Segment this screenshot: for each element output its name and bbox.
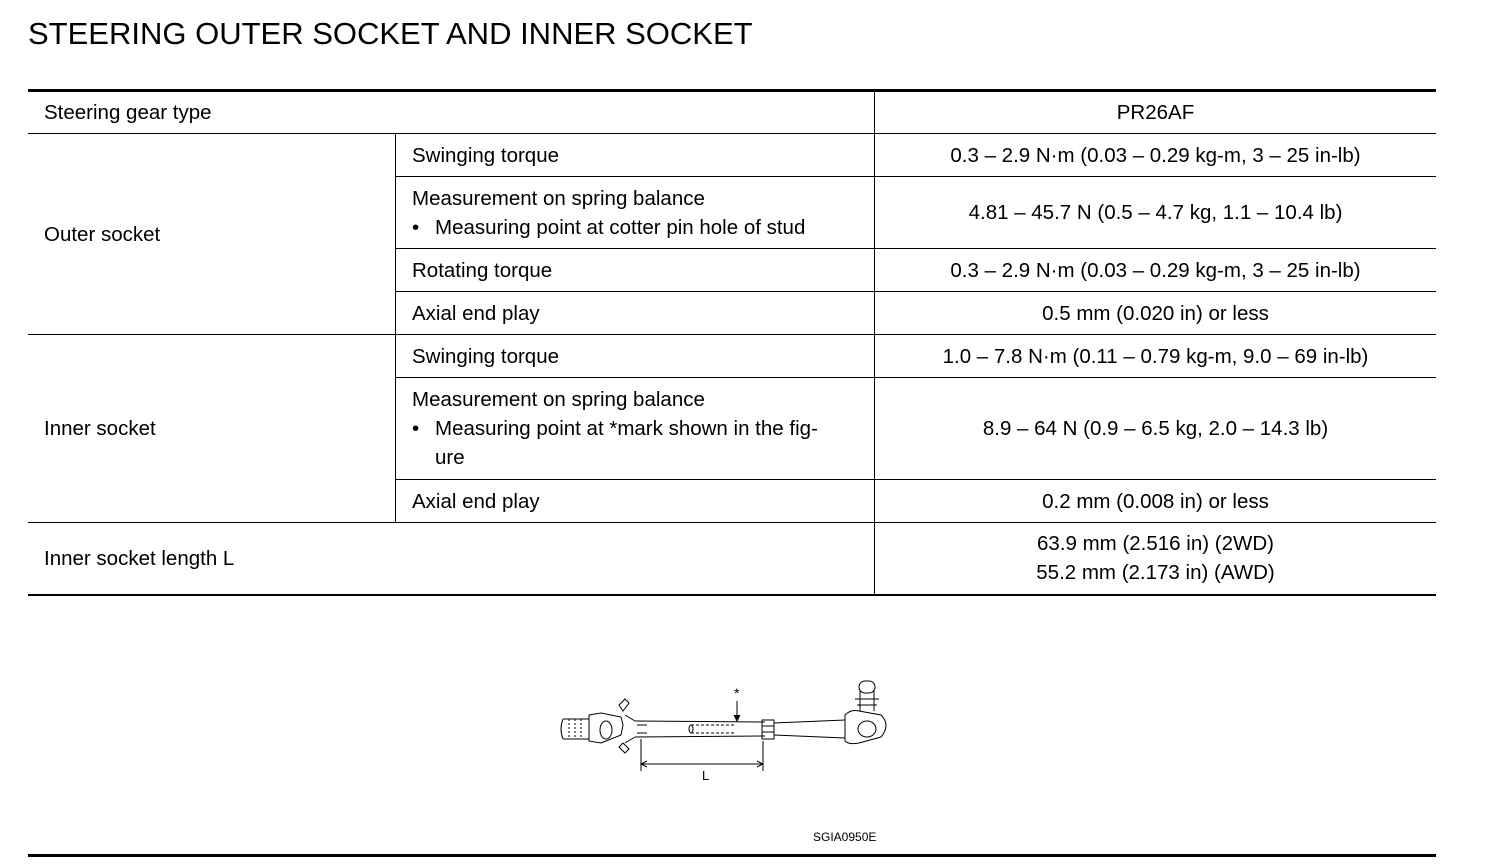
gear-type-label: Steering gear type: [28, 91, 875, 134]
outer-swinging-torque-value: 0.3 – 2.9 N·m (0.03 – 0.29 kg-m, 3 – 25 in-lb): [875, 134, 1437, 177]
outer-socket-label: Outer socket: [28, 134, 396, 335]
inner-note-line-1: Measuring point at *mark shown in the fig-: [435, 417, 818, 440]
inner-spring-balance-note: [412, 414, 858, 472]
inner-swinging-torque-value: 1.0 – 7.8 N·m (0.11 – 0.79 kg-m, 9.0 – 69 in-lb): [875, 335, 1437, 378]
outer-swinging-torque-label: Swinging torque: [396, 134, 875, 177]
inner-socket-length-label: Inner socket length L: [28, 523, 875, 595]
table-row: [28, 523, 1436, 595]
table-row: [28, 91, 1436, 134]
outer-spring-balance-label: Measurement on spring balance: [412, 186, 705, 210]
inner-spring-balance-cell: [396, 378, 875, 480]
outer-axial-end-play-label: Axial end play: [396, 292, 875, 335]
bottom-rule: [28, 854, 1436, 857]
bullet-icon: •: [412, 215, 420, 239]
length-l-label: L: [702, 768, 710, 783]
inner-axial-end-play-label: Axial end play: [396, 480, 875, 523]
inner-axial-end-play-value: 0.2 mm (0.008 in) or less: [875, 480, 1437, 523]
page-title: STEERING OUTER SOCKET AND INNER SOCKET: [28, 16, 753, 51]
outer-rotating-torque-value: 0.3 – 2.9 N·m (0.03 – 0.29 kg-m, 3 – 25 in-lb): [875, 249, 1437, 292]
inner-note-line-2: ure: [435, 446, 465, 469]
inner-socket-length-values: [875, 523, 1437, 595]
inner-swinging-torque-label: Swinging torque: [396, 335, 875, 378]
outer-spring-balance-note: [412, 213, 858, 242]
outer-spring-balance-note-text: Measuring point at cotter pin hole of stud: [435, 215, 806, 239]
figure-code: SGIA0950E: [813, 830, 877, 844]
inner-socket-label: Inner socket: [28, 335, 396, 523]
outer-rotating-torque-label: Rotating torque: [396, 249, 875, 292]
outer-axial-end-play-value: 0.5 mm (0.020 in) or less: [875, 292, 1437, 335]
outer-spring-balance-cell: [396, 177, 875, 249]
inner-spring-balance-value: 8.9 – 64 N (0.9 – 6.5 kg, 2.0 – 14.3 lb): [875, 378, 1437, 480]
inner-spring-balance-note-text: [435, 414, 818, 472]
table-row: [28, 134, 1436, 177]
gear-type-value: PR26AF: [875, 91, 1437, 134]
outer-spring-balance-value: 4.81 – 45.7 N (0.5 – 4.7 kg, 1.1 – 10.4 lb): [875, 177, 1437, 249]
tie-rod-figure: [555, 675, 900, 787]
bullet-icon: •: [412, 417, 420, 440]
length-2wd-value: 63.9 mm (2.516 in) (2WD): [1037, 532, 1274, 556]
spec-table: [28, 89, 1436, 596]
length-awd-value: 55.2 mm (2.173 in) (AWD): [1036, 561, 1275, 585]
inner-spring-balance-label: Measurement on spring balance: [412, 388, 705, 411]
table-row: [28, 335, 1436, 378]
star-mark-label: *: [734, 685, 740, 701]
